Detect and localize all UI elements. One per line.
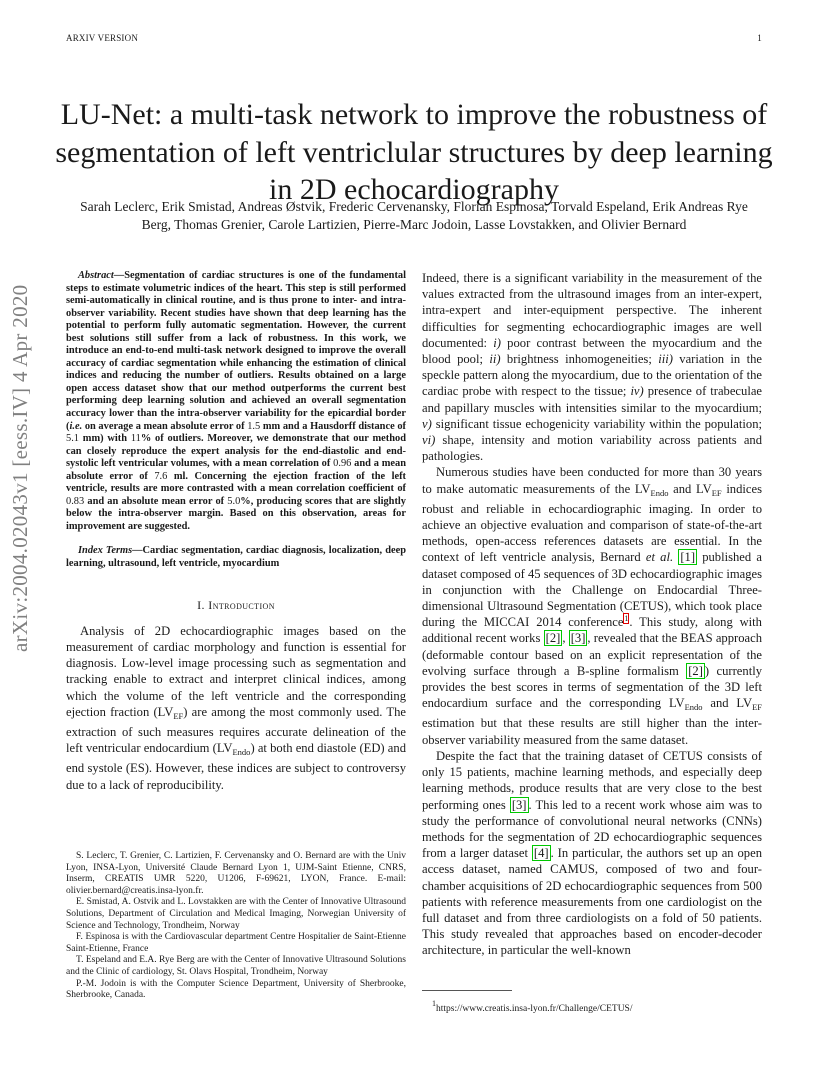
- running-title: ARXIV VERSION: [66, 33, 139, 43]
- citation-link[interactable]: [1]: [680, 550, 696, 565]
- index-terms: Index Terms—Cardiac segmentation, cardiac diagnosis, localization, deep learning, ultrasound, left ventricle, myocardium: [66, 545, 406, 570]
- footnote-affiliation: F. Espinosa is with the Cardiovascular department Centre Hospitalier de Saint-Etienne Saint-Etienne, France: [66, 932, 406, 954]
- arxiv-identifier-stamp[interactable]: arXiv:2004.02043v1 [eess.IV] 4 Apr 2020: [8, 284, 32, 652]
- citation-link[interactable]: [4]: [533, 846, 549, 861]
- citation-link[interactable]: [3]: [570, 631, 586, 646]
- affiliation-footnotes: [66, 851, 406, 1002]
- citation-link[interactable]: [3]: [511, 797, 527, 812]
- body-paragraph: Numerous studies have been conducted for more than 30 years to make automatic measurements of the $LV_{Endo}$ and $LV_{EF}$ indices robust and reliable in echocardiographic imaging. In order to achieve an objective evaluation and comparison of state-of-the-art methods, open-access references datasets are essential. In the context of left ventricle analysis, Bernard et al. [1] published a dataset composed of 45 sequences of 3D echocardiographic images in conjunction with the Challenge on Endocardial Three-dimensional Ultrasound Segmentation (CETUS), which took place during the MICCAI 2014 conference$^1$. This study, along with additional recent works [2] , [3] , revealed that the BEAS approach (deformable contour based on an explicit representation of the evolving surface through a B-spline formalism [2] ) currently provides the best scores in terms of segmentation of the 3D left endocardium surface and the corresponding $LV_{Endo}$ and $LV_{EF}$ estimation but that these results are still higher than the inter-observer variability measured from the same dataset.: [422, 465, 762, 747]
- footnote-mark: 1: [432, 999, 436, 1008]
- footnote-affiliation: S. Leclerc, T. Grenier, C. Lartizien, F. Cervenansky and O. Bernard are with the Univ Lyon, INSA-Lyon, Université Claude Bernard Lyon 1, UJM-Saint Etienne, CNRS, Inserm, CREATIS UMR 5220, U1206, F-69621, LYON, France. E-mail: olivier.bernard@creatis.insa-lyon.fr.: [66, 851, 406, 896]
- right-column: [422, 270, 762, 959]
- footnote-affiliation: P.-M. Jodoin is with the Computer Science Department, University of Sherbrooke, Sherbrooke, Canada.: [66, 978, 406, 1001]
- body-paragraph: Indeed, there is a significant variability in the measurement of the values extracted from the ultrasound images from an inter-expert, intra-expert and inter-equipment perspective. The inherent difficulties for segmenting echocardiographic images are well documented: i) poor contrast between the myocardium and the blood pool; ii) brightness inhomogeneities; iii) variation in the speckle pattern along the myocardium, due to the orientation of the cardiac probe with respect to the tissue; iv) presence of trabeculae and papillary muscles with intensities similar to the myocardium; v) significant tissue echogenicity variability within the population; vi) shape, intensity and motion variability across patients and pathologies.: [422, 271, 763, 464]
- abstract-label: Abstract: [78, 270, 114, 281]
- running-header: [66, 33, 762, 47]
- citation-link[interactable]: [2]: [545, 631, 561, 646]
- url-footnote: [432, 998, 632, 1016]
- paper-title: LU-Net: a multi-task network to improve the robustness of segmentation of left ventriclular structures by deep learning in 2D echocardiography: [55, 98, 773, 207]
- footnote-link[interactable]: 1: [624, 614, 629, 624]
- section-heading-introduction: I. Introduction: [197, 597, 275, 612]
- footnote-affiliation: T. Espeland and E.A. Rye Berg are with the Center of Innovative Ultrasound Solutions and the Clinic of cardiology, St. Olavs Hospital, Trondheim, Norway: [66, 955, 406, 977]
- intro-paragraph: Analysis of 2D echocardiographic images based on the measurement of cardiac morphology and function is essential for diagnosis. Low-level image processing such as segmentation and tracking enable to extract and interpret clinical indices, among which the volume of the left ventricle and the corresponding ejection fraction $(LV_{EF})$ are among the most commonly used. The extraction of such measures requires accurate delineation of the left ventricular endocardium $(LV_{Endo})$ at both end diastole (ED) and end systole (ES). However, these indices are subject to controversy due to a lack of reproducibility.: [66, 623, 407, 792]
- author-list: Sarah Leclerc, Erik Smistad, Andreas Østvik, Frederic Cervenansky, Florian Espinosa, Torvald Espeland, Erik Andreas Rye Berg, Thomas Grenier, Carole Lartizien, Pierre-Marc Jodoin, Lasse Lovstakken, and Olivier Bernard: [80, 199, 748, 232]
- footnote-url[interactable]: https://www.creatis.insa-lyon.fr/Challenge/CETUS/: [436, 1004, 633, 1014]
- footnote-affiliation: E. Smistad, A. Ostvik and L. Lovstakken are with the Center of Innovative Ultrasound Solutions, Department of Circulation and Medical Imaging, Norwegian University of Science and Technology, Trondheim, Norway: [66, 897, 406, 931]
- body-paragraph: Despite the fact that the training dataset of CETUS consists of only 15 patients, machine learning methods, and especially deep learning methods, produce results that are very close to the best performing ones [3] . This led to a recent work whose aim was to study the performance of convolutional neural networks (CNNs) methods for the segmentation of 2D echocardiographic sequences from a larger dataset [4] . In particular, the authors set up an open access dataset, named CAMUS, composed of two and four-chamber acquisitions of 2D echocardiographic sequences from 500 patients with reference measurements from one cardiologist on the full dataset and from three cardiologists on a fold of 50 patients. This study revealed that approaches based on encoder-decoder architecture, in particular the well-known: [422, 748, 762, 958]
- page-number: 1: [757, 33, 762, 43]
- footnote-rule: [422, 990, 512, 991]
- abstract: Abstract—Segmentation of cardiac structures is one of the fundamental steps to estimate volumetric indices of the heart. This step is still performed semi-automatically in clinical routine, and is thus prone to inter- and intra-observer variability. Recent studies have shown that deep learning has the potential to perform fully automatic segmentation. However, the current best solutions still suffer from a lack of robustness. In this work, we introduce an end-to-end multi-task network designed to improve the overall accuracy of cardiac segmentation while enhancing the estimation of clinical indices and reducing the number of outliers. Results obtained on a large open access dataset show that our method outperforms the current best performing deep learning solution and achieved an overall segmentation accuracy lower than the intra-observer variability for the epicardial border (i.e. on average a mean absolute error of 1.5 mm and a Hausdorff distance of 5.1 mm) with 11% of outliers. Moreover, we demonstrate that our method can closely reproduce the expert analysis for the end-diastolic and end-systolic left ventricular volumes, with a mean correlation of 0.96 and a mean absolute error of 7.6 ml. Concerning the ejection fraction of the left ventricle, results are more contrasted with a mean correlation coefficient of 0.83 and an absolute mean error of 5.0%, producing scores that are slightly below the intra-observer margin. Based on this observation, areas for improvement are suggested.: [66, 270, 407, 532]
- index-terms-label: Index Terms: [78, 545, 133, 557]
- citation-link[interactable]: [2]: [688, 663, 703, 678]
- left-column: [66, 270, 406, 793]
